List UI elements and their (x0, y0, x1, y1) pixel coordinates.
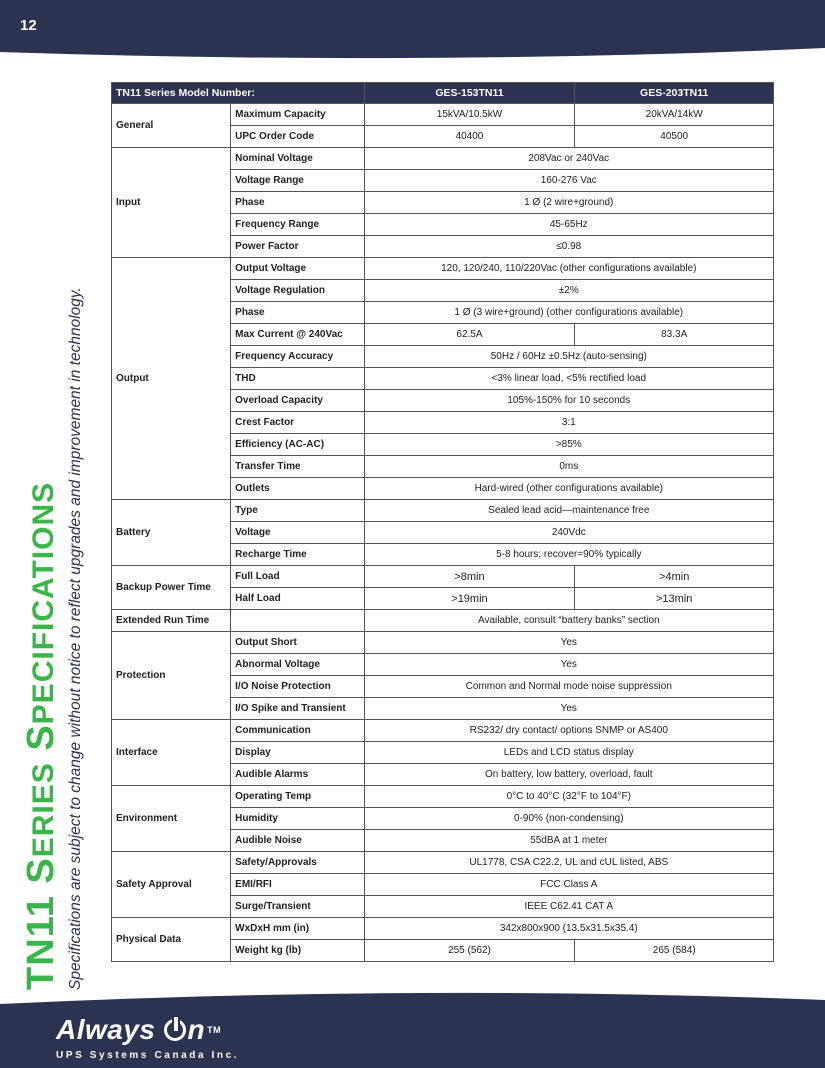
category-environment: Environment (112, 786, 231, 852)
spec-label: Type (231, 500, 364, 522)
spec-label: I/O Noise Protection (231, 676, 364, 698)
table-row (112, 258, 774, 280)
spec-value: 265 (584) (575, 940, 774, 962)
category-output: Output (112, 258, 231, 500)
spec-value: 160-276 Vac (364, 170, 773, 192)
spec-label: THD (231, 368, 364, 390)
spec-label: Overload Capacity (231, 390, 364, 412)
spec-label: Voltage (231, 522, 364, 544)
spec-label: Communication (231, 720, 364, 742)
table-row (112, 720, 774, 742)
spec-value: 342x800x900 (13.5x31.5x35.4) (364, 918, 773, 940)
model-number-header: TN11 Series Model Number: (112, 83, 365, 104)
spec-value: 1 Ø (3 wire+ground) (other configurations available) (364, 302, 773, 324)
spec-value: 255 (562) (364, 940, 575, 962)
spec-label: Output Voltage (231, 258, 364, 280)
spec-label: Abnormal Voltage (231, 654, 364, 676)
spec-label: Surge/Transient (231, 896, 364, 918)
spec-value: 240Vdc (364, 522, 773, 544)
table-row (112, 852, 774, 874)
spec-value: Sealed lead acid—maintenance free (364, 500, 773, 522)
spec-value: Yes (364, 654, 773, 676)
spec-value: 105%-150% for 10 seconds (364, 390, 773, 412)
spec-value: UL1778, CSA C22.2, UL and cUL listed, ABS (364, 852, 773, 874)
spec-value: 45-65Hz (364, 214, 773, 236)
spec-value: 55dBA at 1 meter (364, 830, 773, 852)
spec-value: 0°C to 40°C (32°F to 104°F) (364, 786, 773, 808)
spec-label: Efficiency (AC-AC) (231, 434, 364, 456)
spec-value: >13min (575, 588, 774, 610)
spec-label: Display (231, 742, 364, 764)
spec-value: 62.5A (364, 324, 575, 346)
spec-label: Phase (231, 192, 364, 214)
table-row (112, 148, 774, 170)
spec-label: Voltage Regulation (231, 280, 364, 302)
spec-label: Weight kg (lb) (231, 940, 364, 962)
spec-value: ±2% (364, 280, 773, 302)
spec-label: Voltage Range (231, 170, 364, 192)
spec-value: 3:1 (364, 412, 773, 434)
table-header-row (112, 83, 774, 104)
spec-value: 50Hz / 60Hz ±0.5Hz (auto-sensing) (364, 346, 773, 368)
spec-label: Audible Alarms (231, 764, 364, 786)
spec-value: 1 Ø (2 wire+ground) (364, 192, 773, 214)
spec-value: FCC Class A (364, 874, 773, 896)
spec-value: 0ms (364, 456, 773, 478)
spec-value: IEEE C62.41 CAT A (364, 896, 773, 918)
spec-value: <3% linear load, <5% rectified load (364, 368, 773, 390)
category-interface: Interface (112, 720, 231, 786)
side-subtitle: Specifications are subject to change without notice to reflect upgrades and improvement in technology. (67, 287, 84, 990)
page-number: 12 (20, 17, 37, 34)
spec-label: UPC Order Code (231, 126, 364, 148)
category-safety-approval: Safety Approval (112, 852, 231, 918)
spec-label: Half Load (231, 588, 364, 610)
spec-label: Transfer Time (231, 456, 364, 478)
spec-label: Crest Factor (231, 412, 364, 434)
spec-value: 83.3A (575, 324, 774, 346)
spec-value: LEDs and LCD status display (364, 742, 773, 764)
spec-table (111, 82, 774, 962)
spec-value: >8min (364, 566, 575, 588)
category-backup-power-time: Backup Power Time (112, 566, 231, 610)
spec-label: Output Short (231, 632, 364, 654)
spec-value: 15kVA/10.5kW (364, 104, 575, 126)
table-row (112, 610, 774, 632)
spec-value: 5-8 hours; recover=90% typically (364, 544, 773, 566)
logo-subtitle: UPS Systems Canada Inc. (56, 1050, 240, 1061)
spec-value: Yes (364, 632, 773, 654)
spec-label: Humidity (231, 808, 364, 830)
spec-label: Audible Noise (231, 830, 364, 852)
model-1-header: GES-153TN11 (364, 83, 575, 104)
table-row (112, 918, 774, 940)
spec-label: Outlets (231, 478, 364, 500)
spec-value: Yes (364, 698, 773, 720)
spec-value: >4min (575, 566, 774, 588)
spec-label: Full Load (231, 566, 364, 588)
spec-label: Operating Temp (231, 786, 364, 808)
spec-value: 0-90% (non-condensing) (364, 808, 773, 830)
spec-label: I/O Spike and Transient (231, 698, 364, 720)
category-input: Input (112, 148, 231, 258)
spec-value: 40400 (364, 126, 575, 148)
table-row (112, 786, 774, 808)
spec-label: Safety/Approvals (231, 852, 364, 874)
company-logo: Always n TM UPS Systems Canada Inc. (56, 1014, 240, 1061)
spec-value: >85% (364, 434, 773, 456)
spec-label: Maximum Capacity (231, 104, 364, 126)
spec-value: On battery, low battery, overload, fault (364, 764, 773, 786)
spec-value: Hard-wired (other configurations available) (364, 478, 773, 500)
power-icon (164, 1019, 186, 1041)
spec-label: Frequency Range (231, 214, 364, 236)
spec-label: Nominal Voltage (231, 148, 364, 170)
spec-label: Max Current @ 240Vac (231, 324, 364, 346)
spec-value: RS232/ dry contact/ options SNMP or AS400 (364, 720, 773, 742)
spec-label: Recharge Time (231, 544, 364, 566)
side-title: TN11 SERIES SPECIFICATIONS (20, 481, 62, 990)
spec-label: Power Factor (231, 236, 364, 258)
table-row (112, 566, 774, 588)
spec-label: WxDxH mm (in) (231, 918, 364, 940)
spec-value: Available, consult “battery banks” section (364, 610, 773, 632)
category-protection: Protection (112, 632, 231, 720)
spec-value: ≤0.98 (364, 236, 773, 258)
spec-value: 208Vac or 240Vac (364, 148, 773, 170)
spec-label: Frequency Accuracy (231, 346, 364, 368)
spec-label: EMI/RFI (231, 874, 364, 896)
table-row (112, 104, 774, 126)
category-physical-data: Physical Data (112, 918, 231, 962)
spec-value: 120, 120/240, 110/220Vac (other configurations available) (364, 258, 773, 280)
category-extended-run-time: Extended Run Time (112, 610, 231, 632)
header-band (0, 0, 825, 62)
spec-value: 20kVA/14kW (575, 104, 774, 126)
spec-value: >19min (364, 588, 575, 610)
table-row (112, 632, 774, 654)
spec-value: Common and Normal mode noise suppression (364, 676, 773, 698)
spec-value: 40500 (575, 126, 774, 148)
category-battery: Battery (112, 500, 231, 566)
spec-label-empty (231, 610, 364, 632)
spec-label: Phase (231, 302, 364, 324)
category-general: General (112, 104, 231, 148)
model-2-header: GES-203TN11 (575, 83, 774, 104)
table-row (112, 500, 774, 522)
